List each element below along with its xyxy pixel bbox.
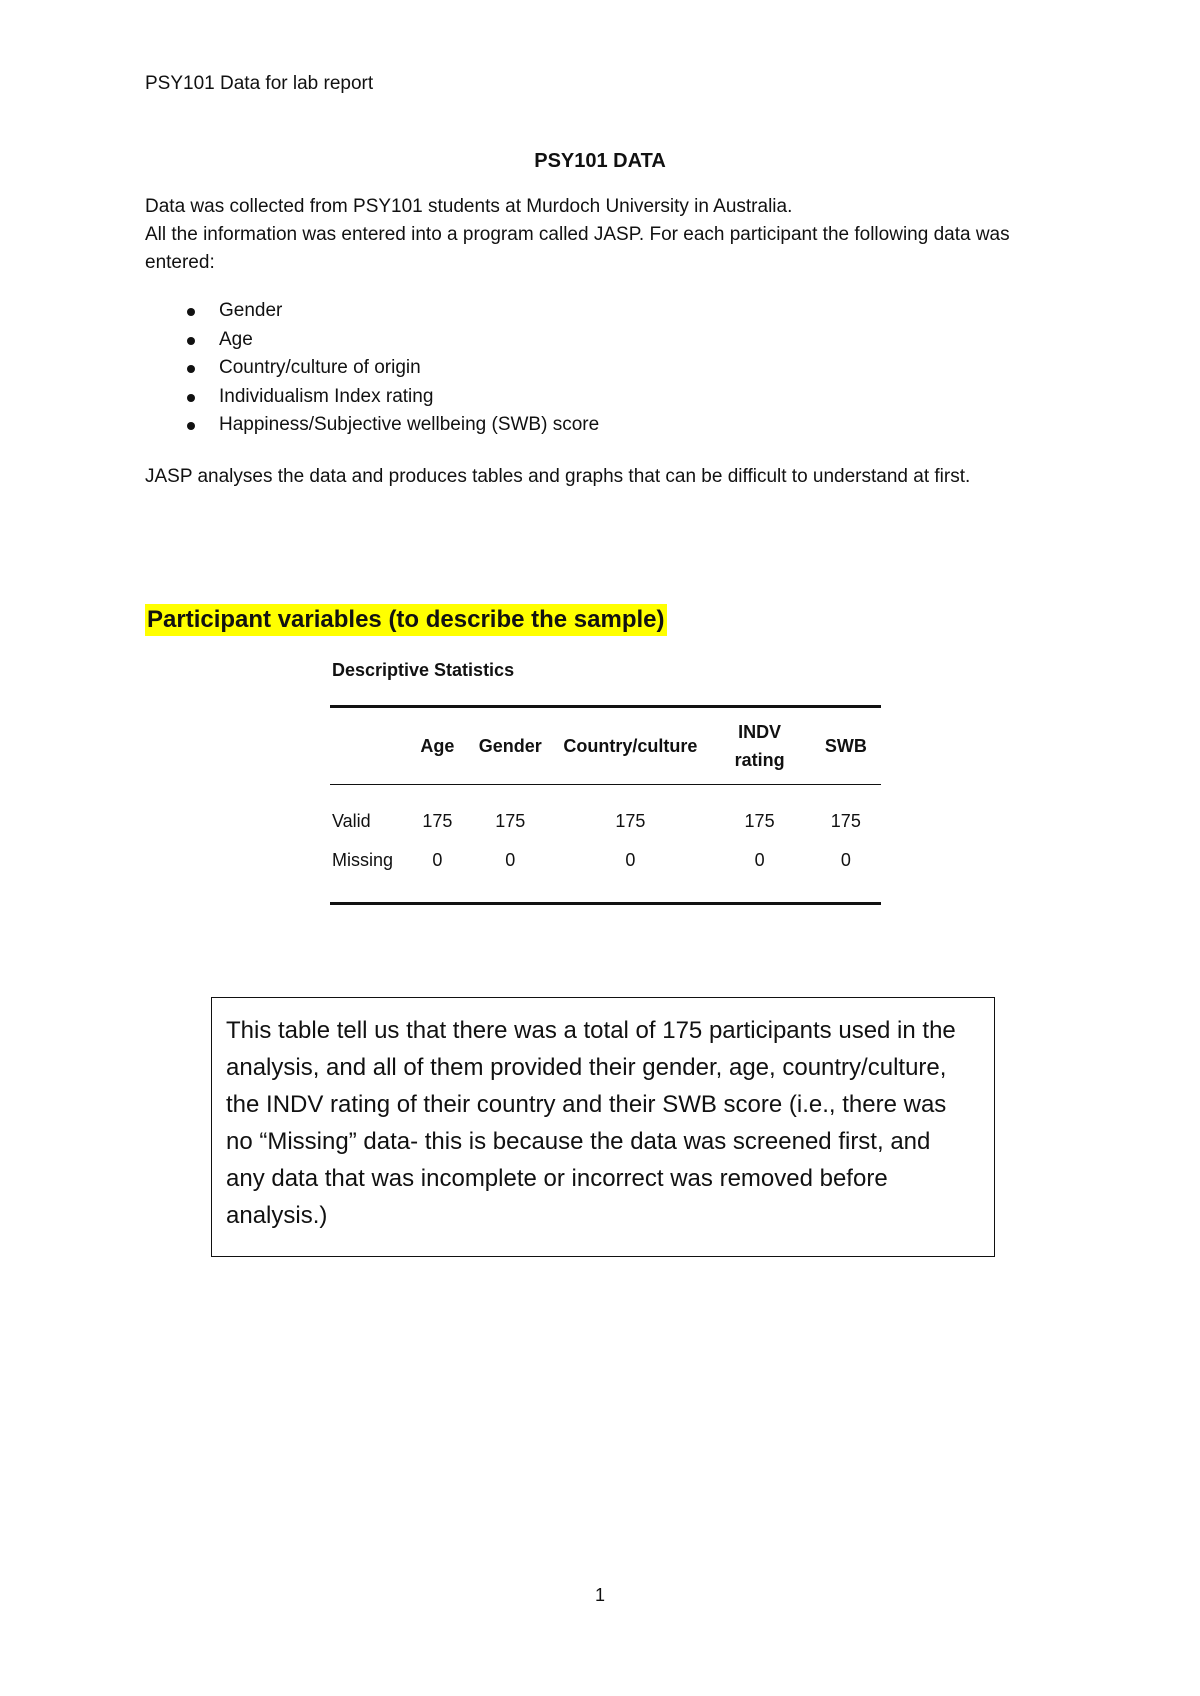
table-row — [330, 842, 881, 904]
bullet-icon — [187, 365, 195, 373]
list-item — [145, 297, 599, 326]
list-item — [145, 326, 599, 355]
table-cell: 0 — [407, 842, 468, 904]
document-title: PSY101 DATA — [534, 150, 666, 172]
table-cell: 0 — [468, 842, 552, 904]
data-fields-list — [145, 297, 599, 440]
intro-paragraph — [145, 193, 1065, 277]
table-title: Descriptive Statistics — [332, 660, 515, 680]
row-label-missing: Missing — [330, 842, 407, 904]
table-cell: 175 — [422, 811, 453, 831]
list-item-label: Happiness/Subjective wellbeing (SWB) score — [219, 414, 600, 435]
column-header-country-culture: Country/culture — [552, 707, 708, 785]
page-number: 1 — [594, 1585, 605, 1605]
bullet-icon — [187, 337, 195, 345]
intro-line-2: All the information was entered into a program called JASP. For each participant the following data was entered: — [145, 224, 1010, 273]
column-header-swb: SWB — [811, 707, 881, 785]
column-header-blank — [330, 707, 407, 785]
running-header: PSY101 Data for lab report — [145, 73, 374, 94]
table-cell: 175 — [495, 811, 526, 831]
table-cell: 175 — [615, 811, 646, 831]
descriptive-statistics-table — [330, 705, 881, 905]
table-row — [330, 785, 881, 843]
list-item — [145, 383, 599, 412]
jasp-note: JASP analyses the data and produces tables and graphs that can be difficult to understand at first. — [145, 466, 971, 487]
bullet-icon — [187, 422, 195, 430]
row-label-valid: Valid — [332, 811, 371, 831]
list-item-label: Country/culture of origin — [219, 357, 421, 378]
table-cell: 175 — [830, 811, 861, 831]
list-item-label: Age — [219, 328, 253, 350]
table-header-row — [330, 707, 881, 785]
table-cell: 0 — [552, 842, 708, 904]
intro-line-1: Data was collected from PSY101 students at Murdoch University in Australia. — [145, 196, 793, 217]
table-cell: 175 — [744, 811, 775, 831]
column-header-age: Age — [407, 707, 468, 785]
column-header-gender: Gender — [468, 707, 552, 785]
list-item-label: Individualism Index rating — [219, 385, 434, 407]
bullet-icon — [187, 308, 195, 316]
explanation-text-box: This table tell us that there was a total of 175 participants used in the analysis, and all of them provided their gender, age, country/culture, the INDV rating of their country and their SWB score (i.e., there was no “Missing” data- this is because the data was screened first, and any data that was incomplete or incorrect was removed before analysis.) — [211, 997, 995, 1257]
column-header-indv-rating: INDV rating — [709, 707, 811, 785]
section-heading-highlighted: Participant variables (to describe the sample) — [145, 604, 667, 636]
bullet-icon — [187, 394, 195, 402]
list-item-label: Gender — [219, 300, 283, 321]
list-item — [145, 411, 599, 440]
list-item — [145, 354, 599, 383]
table-cell: 0 — [709, 842, 811, 904]
table-cell: 0 — [811, 842, 881, 904]
